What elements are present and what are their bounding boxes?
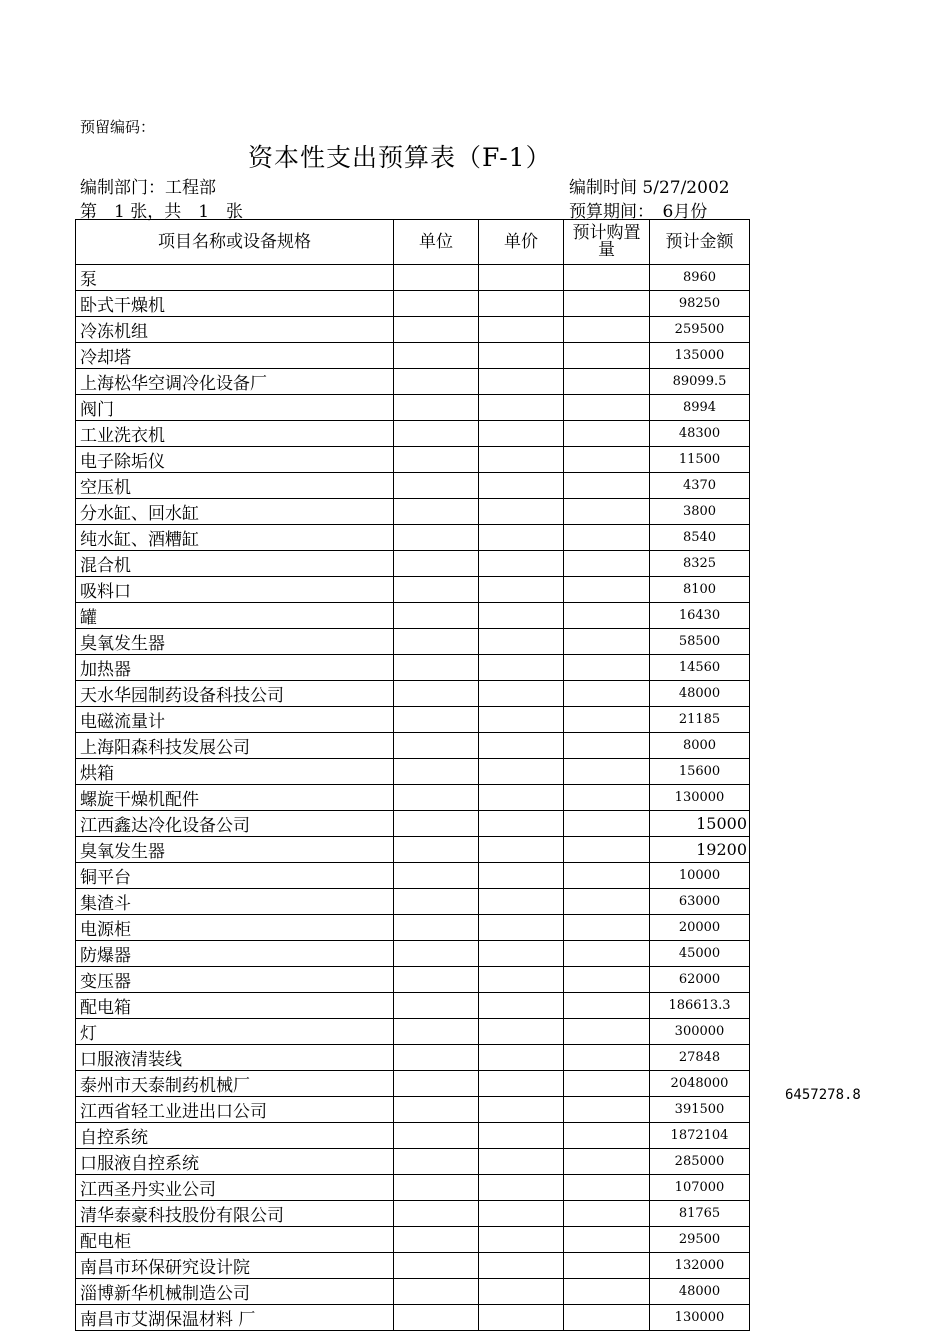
table-row <box>76 863 750 889</box>
cell-item-name: 口服液自控系统 <box>76 1149 394 1175</box>
cell-amount: 107000 <box>650 1175 750 1201</box>
cell-item-name: 工业洗衣机 <box>76 421 394 447</box>
table-row <box>76 395 750 421</box>
cell-amount: 58500 <box>650 629 750 655</box>
cell-unit <box>394 1253 479 1279</box>
table-row <box>76 369 750 395</box>
cell-unit <box>394 811 479 837</box>
column-header-qty-label: 预计购置量 <box>572 223 641 260</box>
cell-unit <box>394 941 479 967</box>
cell-item-name: 吸料口 <box>76 577 394 603</box>
table-row <box>76 343 750 369</box>
cell-amount: 132000 <box>650 1253 750 1279</box>
table-row <box>76 889 750 915</box>
cell-unit <box>394 525 479 551</box>
cell-price <box>479 525 564 551</box>
cell-amount: 1872104 <box>650 1123 750 1149</box>
side-total-value: 6457278.8 <box>785 1087 861 1103</box>
table-row <box>76 941 750 967</box>
table-row <box>76 785 750 811</box>
cell-price <box>479 1149 564 1175</box>
cell-amount: 8994 <box>650 395 750 421</box>
cell-amount: 3800 <box>650 499 750 525</box>
cell-amount: 21185 <box>650 707 750 733</box>
cell-price <box>479 265 564 291</box>
cell-amount: 8960 <box>650 265 750 291</box>
cell-amount: 130000 <box>650 1305 750 1331</box>
table-row <box>76 1071 750 1097</box>
cell-item-name: 卧式干燥机 <box>76 291 394 317</box>
cell-unit <box>394 369 479 395</box>
cell-item-name: 泰州市天泰制药机械厂 <box>76 1071 394 1097</box>
budget-table <box>75 219 750 1331</box>
cell-amount: 45000 <box>650 941 750 967</box>
cell-price <box>479 941 564 967</box>
cell-price <box>479 1071 564 1097</box>
table-row <box>76 291 750 317</box>
cell-item-name: 烘箱 <box>76 759 394 785</box>
cell-qty <box>564 811 650 837</box>
cell-amount: 15600 <box>650 759 750 785</box>
table-row <box>76 473 750 499</box>
cell-unit <box>394 1149 479 1175</box>
cell-unit <box>394 1045 479 1071</box>
cell-item-name: 臭氧发生器 <box>76 837 394 863</box>
cell-item-name: 电子除垢仪 <box>76 447 394 473</box>
table-row <box>76 655 750 681</box>
cell-qty <box>564 577 650 603</box>
cell-item-name: 南昌市艾湖保温材料 厂 <box>76 1305 394 1331</box>
cell-amount: 8325 <box>650 551 750 577</box>
table-row <box>76 967 750 993</box>
cell-qty <box>564 733 650 759</box>
table-row <box>76 1305 750 1331</box>
cell-price <box>479 1123 564 1149</box>
cell-price <box>479 889 564 915</box>
column-header-amount: 预计金额 <box>650 220 750 265</box>
cell-price <box>479 551 564 577</box>
cell-unit <box>394 343 479 369</box>
table-row <box>76 1045 750 1071</box>
cell-qty <box>564 863 650 889</box>
table-row <box>76 811 750 837</box>
cell-qty <box>564 473 650 499</box>
cell-price <box>479 915 564 941</box>
cell-amount: 10000 <box>650 863 750 889</box>
cell-price <box>479 811 564 837</box>
cell-qty <box>564 1071 650 1097</box>
cell-amount: 8100 <box>650 577 750 603</box>
cell-price <box>479 447 564 473</box>
cell-amount: 11500 <box>650 447 750 473</box>
table-row <box>76 1149 750 1175</box>
table-row <box>76 629 750 655</box>
cell-unit <box>394 447 479 473</box>
cell-qty <box>564 551 650 577</box>
cell-amount: 135000 <box>650 343 750 369</box>
cell-item-name: 灯 <box>76 1019 394 1045</box>
table-header-row <box>76 220 750 265</box>
cell-amount: 14560 <box>650 655 750 681</box>
cell-unit <box>394 837 479 863</box>
cell-unit <box>394 265 479 291</box>
cell-qty <box>564 265 650 291</box>
cell-qty <box>564 1123 650 1149</box>
cell-price <box>479 863 564 889</box>
table-row <box>76 837 750 863</box>
cell-qty <box>564 343 650 369</box>
cell-unit <box>394 681 479 707</box>
cell-amount: 8000 <box>650 733 750 759</box>
cell-amount: 4370 <box>650 473 750 499</box>
cell-qty <box>564 785 650 811</box>
cell-qty <box>564 317 650 343</box>
cell-item-name: 配电柜 <box>76 1227 394 1253</box>
cell-item-name: 加热器 <box>76 655 394 681</box>
cell-price <box>479 499 564 525</box>
cell-qty <box>564 1019 650 1045</box>
cell-unit <box>394 889 479 915</box>
cell-price <box>479 1045 564 1071</box>
cell-amount: 29500 <box>650 1227 750 1253</box>
cell-qty <box>564 1279 650 1305</box>
cell-qty <box>564 707 650 733</box>
cell-qty <box>564 499 650 525</box>
cell-item-name: 臭氧发生器 <box>76 629 394 655</box>
budget-period-label: 预算期间： 6月份 <box>569 202 708 222</box>
table-row <box>76 915 750 941</box>
cell-item-name: 集渣斗 <box>76 889 394 915</box>
cell-unit <box>394 603 479 629</box>
cell-item-name: 自控系统 <box>76 1123 394 1149</box>
cell-unit <box>394 785 479 811</box>
cell-amount: 259500 <box>650 317 750 343</box>
cell-qty <box>564 447 650 473</box>
cell-qty <box>564 1149 650 1175</box>
cell-price <box>479 343 564 369</box>
cell-amount: 186613.3 <box>650 993 750 1019</box>
cell-price <box>479 1305 564 1331</box>
cell-unit <box>394 499 479 525</box>
cell-price <box>479 317 564 343</box>
cell-price <box>479 577 564 603</box>
cell-item-name: 铜平台 <box>76 863 394 889</box>
cell-amount: 15000 <box>650 811 750 837</box>
page-title: 资本性支出预算表（F-1） <box>248 143 552 172</box>
table-row <box>76 681 750 707</box>
cell-price <box>479 1019 564 1045</box>
table-row <box>76 759 750 785</box>
cell-unit <box>394 421 479 447</box>
cell-qty <box>564 655 650 681</box>
table-row <box>76 577 750 603</box>
cell-amount: 81765 <box>650 1201 750 1227</box>
cell-price <box>479 993 564 1019</box>
cell-qty <box>564 395 650 421</box>
cell-item-name: 上海松华空调冷化设备厂 <box>76 369 394 395</box>
cell-amount: 98250 <box>650 291 750 317</box>
cell-price <box>479 1279 564 1305</box>
table-row <box>76 733 750 759</box>
cell-price <box>479 395 564 421</box>
cell-unit <box>394 317 479 343</box>
cell-qty <box>564 629 650 655</box>
cell-amount: 130000 <box>650 785 750 811</box>
cell-item-name: 阀门 <box>76 395 394 421</box>
cell-qty <box>564 889 650 915</box>
cell-unit <box>394 473 479 499</box>
table-row <box>76 421 750 447</box>
cell-price <box>479 291 564 317</box>
cell-item-name: 冷冻机组 <box>76 317 394 343</box>
cell-item-name: 江西鑫达冷化设备公司 <box>76 811 394 837</box>
table-row <box>76 525 750 551</box>
table-row <box>76 499 750 525</box>
sheet-info-label: 第 1 张，共 1 张 <box>80 202 244 222</box>
cell-amount: 27848 <box>650 1045 750 1071</box>
cell-unit <box>394 395 479 421</box>
cell-price <box>479 1227 564 1253</box>
cell-item-name: 纯水缸、酒糟缸 <box>76 525 394 551</box>
cell-item-name: 配电箱 <box>76 993 394 1019</box>
cell-price <box>479 759 564 785</box>
cell-qty <box>564 1305 650 1331</box>
cell-amount: 19200 <box>650 837 750 863</box>
cell-unit <box>394 1071 479 1097</box>
cell-unit <box>394 551 479 577</box>
cell-item-name: 防爆器 <box>76 941 394 967</box>
cell-item-name: 口服液清装线 <box>76 1045 394 1071</box>
cell-price <box>479 1201 564 1227</box>
cell-price <box>479 1253 564 1279</box>
cell-unit <box>394 1123 479 1149</box>
cell-amount: 16430 <box>650 603 750 629</box>
cell-amount: 48000 <box>650 681 750 707</box>
cell-price <box>479 785 564 811</box>
cell-item-name: 江西省轻工业进出口公司 <box>76 1097 394 1123</box>
cell-qty <box>564 681 650 707</box>
cell-qty <box>564 837 650 863</box>
cell-unit <box>394 707 479 733</box>
cell-qty <box>564 967 650 993</box>
cell-unit <box>394 1227 479 1253</box>
cell-amount: 48300 <box>650 421 750 447</box>
cell-unit <box>394 1175 479 1201</box>
cell-item-name: 清华泰豪科技股份有限公司 <box>76 1201 394 1227</box>
table-row <box>76 1175 750 1201</box>
cell-amount: 8540 <box>650 525 750 551</box>
cell-price <box>479 837 564 863</box>
cell-price <box>479 681 564 707</box>
column-header-name: 项目名称或设备规格 <box>76 220 394 265</box>
cell-unit <box>394 1279 479 1305</box>
table-row <box>76 1019 750 1045</box>
cell-qty <box>564 759 650 785</box>
cell-item-name: 空压机 <box>76 473 394 499</box>
cell-price <box>479 655 564 681</box>
cell-unit <box>394 655 479 681</box>
cell-item-name: 罐 <box>76 603 394 629</box>
cell-item-name: 变压器 <box>76 967 394 993</box>
department-label: 编制部门：工程部 <box>80 178 216 198</box>
cell-amount: 300000 <box>650 1019 750 1045</box>
cell-item-name: 天水华园制药设备科技公司 <box>76 681 394 707</box>
cell-unit <box>394 1019 479 1045</box>
table-row <box>76 603 750 629</box>
cell-unit <box>394 733 479 759</box>
cell-amount: 285000 <box>650 1149 750 1175</box>
cell-unit <box>394 967 479 993</box>
made-time-label: 编制时间 5/27/2002 <box>569 178 730 198</box>
cell-price <box>479 369 564 395</box>
cell-unit <box>394 915 479 941</box>
cell-price <box>479 1097 564 1123</box>
cell-price <box>479 473 564 499</box>
reserve-code-label: 预留编码： <box>80 118 156 136</box>
cell-qty <box>564 915 650 941</box>
cell-qty <box>564 941 650 967</box>
column-header-qty <box>564 220 650 265</box>
cell-qty <box>564 291 650 317</box>
cell-price <box>479 967 564 993</box>
cell-amount: 2048000 <box>650 1071 750 1097</box>
table-row <box>76 993 750 1019</box>
cell-qty <box>564 993 650 1019</box>
table-row <box>76 1201 750 1227</box>
cell-unit <box>394 1305 479 1331</box>
cell-qty <box>564 1227 650 1253</box>
column-header-unit: 单位 <box>394 220 479 265</box>
cell-unit <box>394 993 479 1019</box>
cell-unit <box>394 577 479 603</box>
cell-qty <box>564 421 650 447</box>
cell-amount: 48000 <box>650 1279 750 1305</box>
table-row <box>76 1279 750 1305</box>
column-header-price: 单价 <box>479 220 564 265</box>
cell-item-name: 江西圣丹实业公司 <box>76 1175 394 1201</box>
cell-item-name: 混合机 <box>76 551 394 577</box>
cell-amount: 20000 <box>650 915 750 941</box>
table-row <box>76 317 750 343</box>
table-row <box>76 551 750 577</box>
cell-unit <box>394 1201 479 1227</box>
table-row <box>76 1123 750 1149</box>
table-row <box>76 707 750 733</box>
cell-unit <box>394 863 479 889</box>
cell-qty <box>564 525 650 551</box>
table-row <box>76 1253 750 1279</box>
cell-qty <box>564 1201 650 1227</box>
cell-price <box>479 421 564 447</box>
cell-item-name: 上海阳森科技发展公司 <box>76 733 394 759</box>
table-row <box>76 265 750 291</box>
cell-price <box>479 603 564 629</box>
cell-item-name: 南昌市环保研究设计院 <box>76 1253 394 1279</box>
cell-unit <box>394 759 479 785</box>
cell-item-name: 泵 <box>76 265 394 291</box>
cell-unit <box>394 291 479 317</box>
cell-price <box>479 733 564 759</box>
cell-item-name: 电源柜 <box>76 915 394 941</box>
table-row <box>76 447 750 473</box>
cell-price <box>479 707 564 733</box>
cell-amount: 62000 <box>650 967 750 993</box>
cell-item-name: 分水缸、回水缸 <box>76 499 394 525</box>
cell-amount: 391500 <box>650 1097 750 1123</box>
cell-qty <box>564 1097 650 1123</box>
cell-item-name: 电磁流量计 <box>76 707 394 733</box>
cell-qty <box>564 1253 650 1279</box>
cell-amount: 89099.5 <box>650 369 750 395</box>
cell-qty <box>564 369 650 395</box>
cell-amount: 63000 <box>650 889 750 915</box>
table-row <box>76 1097 750 1123</box>
table-row <box>76 1227 750 1253</box>
cell-item-name: 螺旋干燥机配件 <box>76 785 394 811</box>
cell-unit <box>394 629 479 655</box>
cell-item-name: 淄博新华机械制造公司 <box>76 1279 394 1305</box>
cell-unit <box>394 1097 479 1123</box>
cell-price <box>479 1175 564 1201</box>
cell-qty <box>564 1175 650 1201</box>
cell-price <box>479 629 564 655</box>
cell-qty <box>564 603 650 629</box>
cell-qty <box>564 1045 650 1071</box>
cell-item-name: 冷却塔 <box>76 343 394 369</box>
